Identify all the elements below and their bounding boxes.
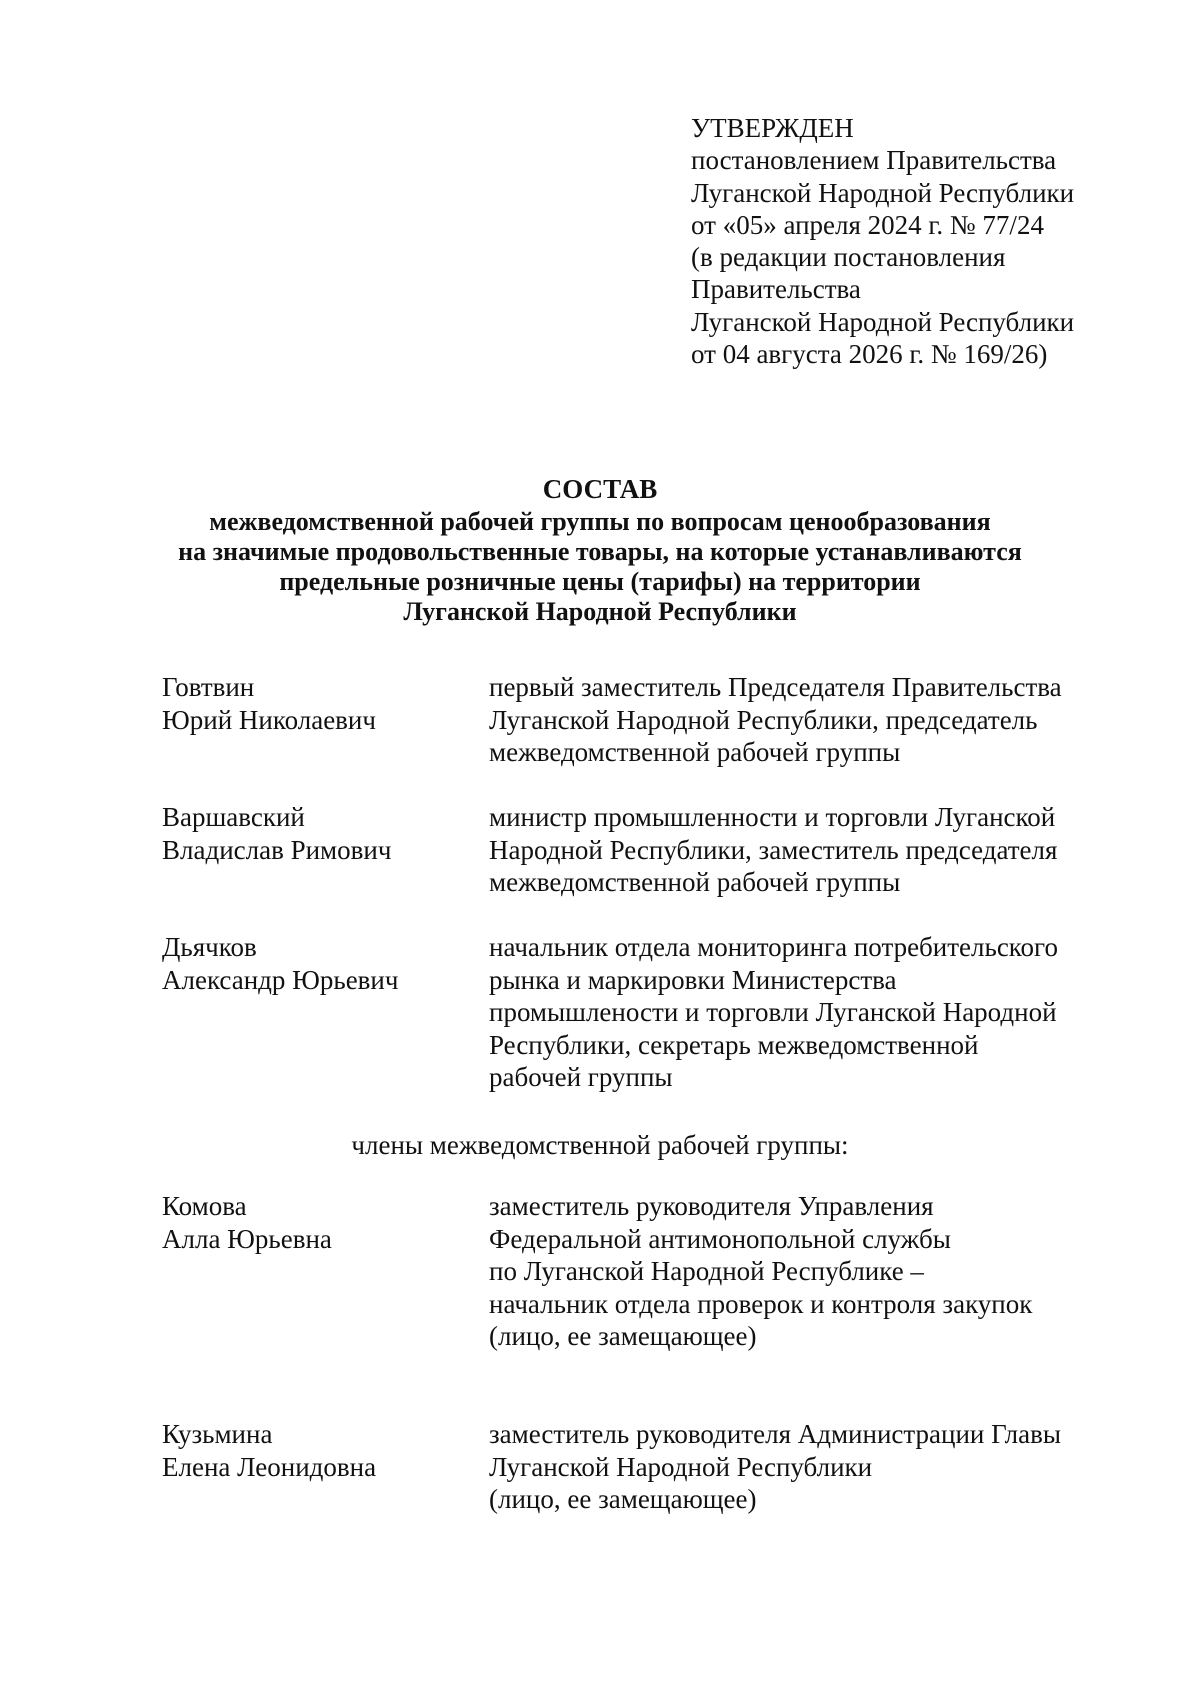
role-line: Республики, секретарь межведомственной bbox=[489, 1029, 979, 1060]
member-role bbox=[489, 671, 1129, 769]
role-line: по Луганской Народной Республике – bbox=[489, 1256, 924, 1286]
member-given-names: Юрий Николаевич bbox=[162, 704, 376, 735]
title-main: СОСТАВ bbox=[542, 474, 658, 504]
role-line: первый заместитель Председателя Правительства bbox=[489, 672, 1062, 702]
member-given-names: Елена Леонидовна bbox=[162, 1451, 377, 1482]
role-line: (лицо, ее замещающее) bbox=[489, 1321, 757, 1351]
member-surname: Кузьмина bbox=[162, 1419, 273, 1449]
role-line: (лицо, ее замещающее) bbox=[489, 1484, 757, 1514]
member-role bbox=[489, 801, 1129, 899]
member-given-names: Владислав Римович bbox=[162, 834, 392, 865]
role-line: заместитель руководителя Управления bbox=[489, 1191, 934, 1221]
approval-line: постановлением Правительства bbox=[691, 145, 1057, 176]
approval-line: Луганской Народной Республики bbox=[691, 177, 1075, 208]
members-label: члены межведомственной рабочей группы: bbox=[351, 1130, 849, 1160]
approval-line: от «05» апреля 2024 г. № 77/24 bbox=[691, 209, 1044, 240]
member-name bbox=[162, 1418, 462, 1483]
member-name bbox=[162, 671, 462, 736]
approval-line: от 04 августа 2026 г. № 169/26) bbox=[691, 339, 1048, 370]
role-line: межведомственной рабочей группы bbox=[489, 867, 901, 897]
member-surname: Дьячков bbox=[162, 932, 257, 962]
approval-line: (в редакции постановления bbox=[691, 242, 1006, 273]
role-line: начальник отдела мониторинга потребительского bbox=[489, 932, 1058, 962]
approval-line: Луганской Народной Республики bbox=[691, 306, 1075, 337]
member-role bbox=[489, 1190, 1129, 1353]
member-name bbox=[162, 801, 462, 866]
member-surname: Варшавский bbox=[162, 802, 305, 832]
role-line: Федеральной антимонопольной службы bbox=[489, 1223, 951, 1254]
role-line: промышлености и торговли Луганской Народной bbox=[489, 997, 1057, 1027]
member-surname: Комова bbox=[162, 1191, 247, 1221]
member-surname: Говтвин bbox=[162, 672, 255, 702]
member-name bbox=[162, 931, 462, 996]
member-name bbox=[162, 1190, 462, 1255]
approval-line: Правительства bbox=[691, 274, 861, 305]
approval-stamp bbox=[691, 112, 1074, 370]
role-line: межведомственной рабочей группы bbox=[489, 737, 901, 767]
member-given-names: Александр Юрьевич bbox=[162, 964, 399, 995]
approval-line: УТВЕРЖДЕН bbox=[691, 113, 854, 143]
role-line: начальник отдела проверок и контроля закупок bbox=[489, 1288, 1033, 1319]
member-role bbox=[489, 1418, 1129, 1516]
title-line: межведомственной рабочей группы по вопросам ценообразования bbox=[209, 507, 991, 536]
role-line: Народной Республики, заместитель председателя bbox=[489, 834, 1058, 865]
role-line: заместитель руководителя Администрации Главы bbox=[489, 1419, 1062, 1449]
role-line: Луганской Народной Республики, председатель bbox=[489, 704, 1038, 735]
role-line: министр промышленности и торговли Луганской bbox=[489, 802, 1056, 832]
title-line: на значимые продовольственные товары, на которые устанавливаются bbox=[178, 537, 1022, 566]
role-line: рынка и маркировки Министерства bbox=[489, 964, 897, 995]
title-line: предельные розничные цены (тарифы) на территории bbox=[279, 567, 921, 596]
member-given-names: Алла Юрьевна bbox=[162, 1223, 332, 1254]
member-role bbox=[489, 931, 1129, 1094]
role-line: рабочей группы bbox=[489, 1062, 673, 1092]
role-line: Луганской Народной Республики bbox=[489, 1451, 873, 1482]
document-title bbox=[0, 474, 1200, 627]
title-line: Луганской Народной Республики bbox=[403, 597, 797, 626]
